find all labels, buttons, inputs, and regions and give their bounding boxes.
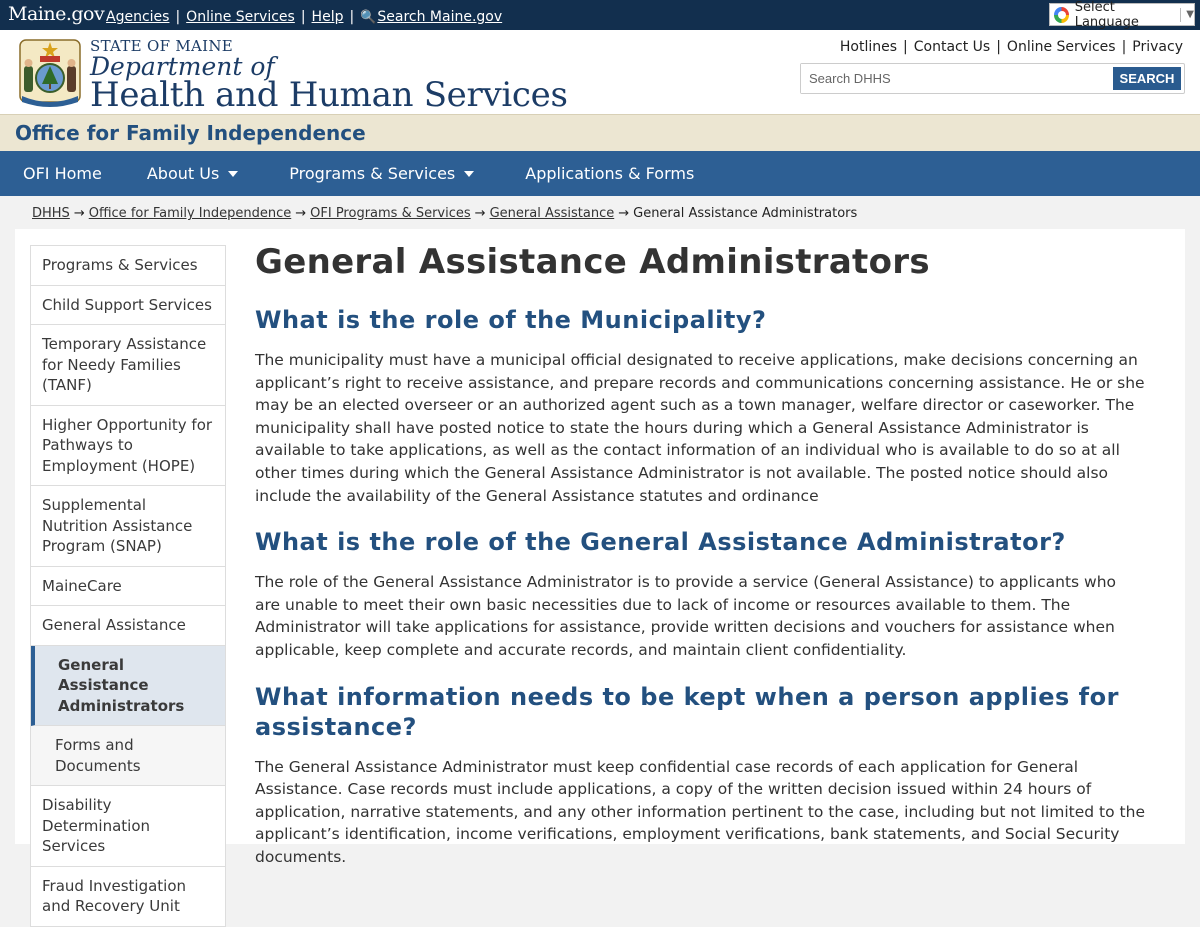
breadcrumb-current: General Assistance Administrators (633, 206, 858, 221)
search-input[interactable] (801, 64, 1101, 93)
maine-gov-logo[interactable]: Maine.gov (8, 3, 105, 25)
online-services-header-link[interactable]: Online Services (1006, 39, 1116, 55)
breadcrumb-dhhs[interactable]: DHHS (32, 206, 70, 221)
sidebar-item-fraud-investigation[interactable]: Fraud Investigation and Recovery Unit (31, 867, 225, 927)
sidebar-item-disability-determination[interactable]: Disability Determination Services (31, 786, 225, 867)
dhhs-search (800, 63, 1185, 94)
section-body-information: The General Assistance Administrator must keep confidential case records of each application for General Assistance. Case records must include applications, a copy of the written decision issued within 24 hours of application, narrative statements, and any other information pertinent to the case, including but not limited to the applicant’s identification, income verifications, employment verifications, bank statements, and Social Security documents. (255, 757, 1145, 866)
state-of-maine-label: STATE OF MAINE (90, 37, 234, 55)
search-icon[interactable]: 🔍 (360, 10, 377, 25)
sidebar-item-ga-administrators[interactable]: General Assistance Administrators (31, 646, 225, 727)
site-header (0, 30, 1200, 114)
sidebar-item-snap[interactable]: Supplemental Nutrition Assistance Program (SNAP) (31, 486, 225, 567)
main-nav (0, 151, 1200, 196)
sidebar-item-hope[interactable]: Higher Opportunity for Pathways to Employment (HOPE) (31, 406, 225, 487)
search-maine-gov-link[interactable]: Search Maine.gov (377, 9, 503, 25)
section-body-municipality: The municipality must have a municipal official designated to receive applications, make decisions concerning an applicant’s right to receive assistance, and prepare records and communications concerning assistance. He or she may be an elected overseer or an authorized agent such as a town manager, welfare director or caseworker. The municipality shall have posted notice to state the hours during which a General Assistance Administrator is available to take applications, as well as the contact information of an individual who is available to do so at all other times during which the General Assistance Administrator is not available. The posted notice should also include the availability of the General Assistance statutes and ordinance (255, 351, 1145, 505)
sidebar-item-mainecare[interactable]: MaineCare (31, 567, 225, 607)
nav-ofi-home[interactable] (23, 164, 102, 183)
section-heading-municipality: What is the role of the Municipality? (255, 306, 767, 334)
top-utility-bar (0, 0, 1200, 30)
department-name: Health and Human Services (90, 75, 568, 115)
agencies-link[interactable]: Agencies (106, 9, 170, 25)
nav-programs-services[interactable] (289, 164, 474, 183)
privacy-link[interactable]: Privacy (1132, 39, 1183, 55)
google-icon (1054, 7, 1069, 23)
chevron-down-icon: ▼ (1186, 9, 1194, 20)
contact-us-link[interactable]: Contact Us (913, 39, 991, 55)
breadcrumb-ofi[interactable]: Office for Family Independence (88, 206, 292, 221)
breadcrumb-separator: → (73, 206, 85, 221)
sidebar-item-general-assistance[interactable]: General Assistance (31, 606, 225, 646)
online-services-link[interactable]: Online Services (186, 9, 295, 25)
breadcrumb (0, 196, 1200, 229)
hotlines-link[interactable]: Hotlines (839, 39, 898, 55)
content-area (15, 229, 1185, 915)
language-selector[interactable] (1049, 0, 1195, 30)
nav-label: Applications & Forms (525, 164, 695, 183)
nav-applications-forms[interactable] (525, 164, 694, 183)
header-links: Hotlines | Contact Us | Online Services | Privacy (839, 39, 1183, 55)
sidebar-item-tanf[interactable]: Temporary Assistance for Needy Families (TANF) (31, 325, 225, 406)
main-article (255, 239, 1145, 869)
language-label: Select Language (1074, 0, 1139, 30)
nav-label: About Us (146, 164, 220, 183)
sidebar-item-child-support[interactable]: Child Support Services (31, 286, 225, 326)
breadcrumb-general-assistance[interactable]: General Assistance (489, 206, 615, 221)
state-seal-icon[interactable] (18, 34, 82, 110)
section-body-administrator: The role of the General Assistance Administrator is to provide a service (General Assistance) to applicants who are unable to meet their own basic necessities due to lack of income or resources available to them. The Administrator will take applications for assistance, provide written decisions and vouchers for assistance when applicable, keep complete and accurate records, and maintain client confidentiality. (255, 573, 1117, 659)
nav-label: OFI Home (23, 164, 102, 183)
section-heading-administrator: What is the role of the General Assistance Administrator? (255, 528, 1066, 557)
breadcrumb-separator: → (618, 206, 630, 221)
sidebar-nav (30, 245, 226, 927)
help-link[interactable]: Help (311, 9, 344, 25)
sidebar-item-programs-services[interactable]: Programs & Services (31, 246, 225, 286)
utility-links: Agencies | Online Services | Help | 🔍Search Maine.gov (106, 9, 503, 25)
page-title: General Assistance Administrators (255, 242, 930, 282)
breadcrumb-separator: → (474, 206, 486, 221)
search-button[interactable]: SEARCH (1113, 67, 1181, 90)
nav-label: Programs & Services (289, 164, 456, 183)
breadcrumb-ofi-programs[interactable]: OFI Programs & Services (310, 206, 471, 221)
caret-down-icon (228, 171, 238, 177)
office-band (0, 114, 1200, 151)
breadcrumb-separator: → (295, 206, 307, 221)
section-heading-information: What information needs to be kept when a person applies for assistance? (255, 682, 1119, 741)
office-title[interactable]: Office for Family Independence (15, 121, 366, 145)
sidebar-item-forms-documents[interactable]: Forms and Documents (31, 726, 225, 786)
nav-about-us[interactable] (147, 164, 238, 183)
caret-down-icon (464, 171, 474, 177)
department-of-label: Department of (90, 52, 275, 81)
